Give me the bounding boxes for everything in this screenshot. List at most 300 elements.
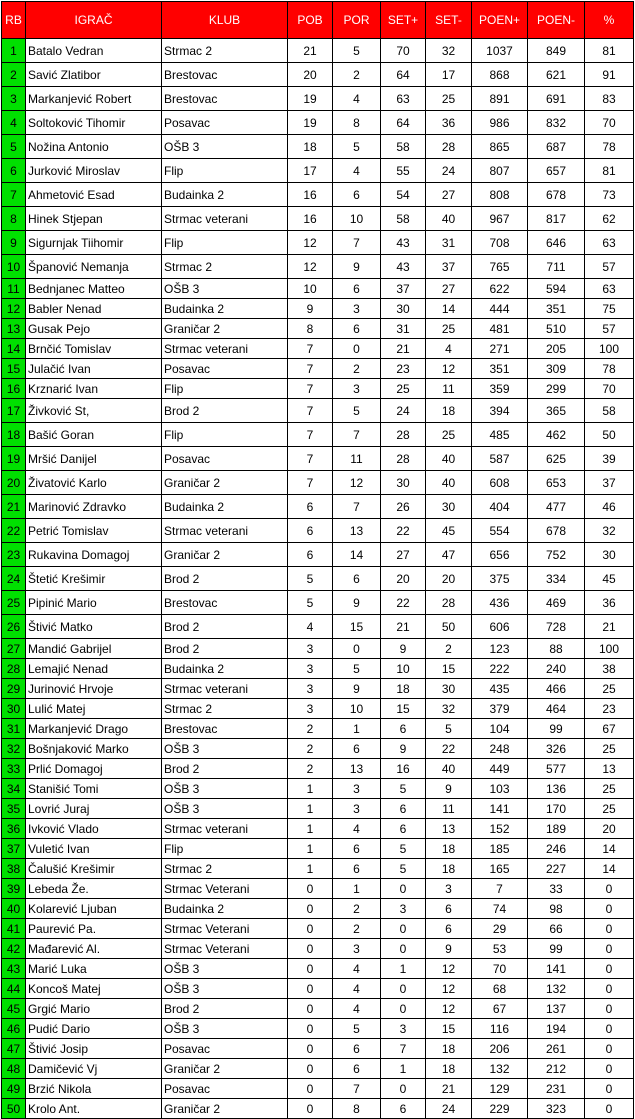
losses-cell: 1 bbox=[333, 719, 381, 739]
points-won-cell: 123 bbox=[472, 639, 528, 659]
points-won-cell: 868 bbox=[472, 63, 528, 87]
sets-lost-cell: 24 bbox=[426, 159, 472, 183]
sets-lost-cell: 25 bbox=[426, 87, 472, 111]
sets-lost-cell: 18 bbox=[426, 859, 472, 879]
points-won-cell: 444 bbox=[472, 299, 528, 319]
points-lost-cell: 365 bbox=[528, 399, 585, 423]
rank-cell: 43 bbox=[2, 959, 26, 979]
losses-cell: 5 bbox=[333, 135, 381, 159]
rank-cell: 7 bbox=[2, 183, 26, 207]
sets-lost-cell: 40 bbox=[426, 447, 472, 471]
wins-cell: 16 bbox=[288, 207, 333, 231]
club-cell: Posavac bbox=[162, 1039, 288, 1059]
points-won-cell: 68 bbox=[472, 979, 528, 999]
table-row bbox=[2, 979, 634, 999]
losses-cell: 8 bbox=[333, 1099, 381, 1119]
club-cell: Flip bbox=[162, 159, 288, 183]
table-row bbox=[2, 339, 634, 359]
points-won-cell: 708 bbox=[472, 231, 528, 255]
rank-cell: 40 bbox=[2, 899, 26, 919]
rank-cell: 23 bbox=[2, 543, 26, 567]
table-row bbox=[2, 699, 634, 719]
rank-cell: 4 bbox=[2, 111, 26, 135]
rank-cell: 19 bbox=[2, 447, 26, 471]
sets-lost-cell: 6 bbox=[426, 899, 472, 919]
points-won-cell: 222 bbox=[472, 659, 528, 679]
percent-cell: 100 bbox=[585, 339, 634, 359]
player-cell: Julačić Ivan bbox=[26, 359, 162, 379]
percent-cell: 23 bbox=[585, 699, 634, 719]
sets-lost-cell: 11 bbox=[426, 379, 472, 399]
rank-cell: 21 bbox=[2, 495, 26, 519]
points-won-cell: 765 bbox=[472, 255, 528, 279]
sets-lost-cell: 28 bbox=[426, 135, 472, 159]
sets-lost-cell: 18 bbox=[426, 399, 472, 423]
losses-cell: 4 bbox=[333, 87, 381, 111]
header-club: KLUB bbox=[162, 2, 288, 39]
sets-lost-cell: 47 bbox=[426, 543, 472, 567]
losses-cell: 6 bbox=[333, 183, 381, 207]
points-lost-cell: 99 bbox=[528, 939, 585, 959]
rank-cell: 8 bbox=[2, 207, 26, 231]
rank-cell: 28 bbox=[2, 659, 26, 679]
player-cell: Španović Nemanja bbox=[26, 255, 162, 279]
club-cell: Graničar 2 bbox=[162, 543, 288, 567]
player-cell: Krznarić Ivan bbox=[26, 379, 162, 399]
points-lost-cell: 625 bbox=[528, 447, 585, 471]
sets-won-cell: 28 bbox=[381, 447, 426, 471]
points-won-cell: 606 bbox=[472, 615, 528, 639]
rank-cell: 12 bbox=[2, 299, 26, 319]
losses-cell: 5 bbox=[333, 399, 381, 423]
losses-cell: 0 bbox=[333, 639, 381, 659]
sets-won-cell: 6 bbox=[381, 1099, 426, 1119]
player-cell: Gusak Pejo bbox=[26, 319, 162, 339]
wins-cell: 0 bbox=[288, 959, 333, 979]
wins-cell: 1 bbox=[288, 859, 333, 879]
rank-cell: 35 bbox=[2, 799, 26, 819]
sets-won-cell: 37 bbox=[381, 279, 426, 299]
player-cell: Kolarević Ljuban bbox=[26, 899, 162, 919]
club-cell: Posavac bbox=[162, 359, 288, 379]
sets-won-cell: 31 bbox=[381, 319, 426, 339]
points-lost-cell: 577 bbox=[528, 759, 585, 779]
club-cell: Budainka 2 bbox=[162, 495, 288, 519]
table-row bbox=[2, 471, 634, 495]
sets-lost-cell: 32 bbox=[426, 39, 472, 63]
player-cell: Lebeda Že. bbox=[26, 879, 162, 899]
rank-cell: 15 bbox=[2, 359, 26, 379]
percent-cell: 62 bbox=[585, 207, 634, 231]
sets-won-cell: 21 bbox=[381, 615, 426, 639]
points-lost-cell: 832 bbox=[528, 111, 585, 135]
player-cell: Stanišić Tomi bbox=[26, 779, 162, 799]
losses-cell: 10 bbox=[333, 699, 381, 719]
points-lost-cell: 510 bbox=[528, 319, 585, 339]
losses-cell: 3 bbox=[333, 299, 381, 319]
table-row bbox=[2, 639, 634, 659]
sets-lost-cell: 13 bbox=[426, 819, 472, 839]
club-cell: Brestovac bbox=[162, 719, 288, 739]
percent-cell: 0 bbox=[585, 899, 634, 919]
sets-lost-cell: 25 bbox=[426, 319, 472, 339]
rank-cell: 9 bbox=[2, 231, 26, 255]
wins-cell: 6 bbox=[288, 495, 333, 519]
table-row bbox=[2, 159, 634, 183]
player-cell: Rukavina Domagoj bbox=[26, 543, 162, 567]
points-won-cell: 656 bbox=[472, 543, 528, 567]
sets-won-cell: 30 bbox=[381, 299, 426, 319]
rank-cell: 17 bbox=[2, 399, 26, 423]
player-cell: Vuletić Ivan bbox=[26, 839, 162, 859]
sets-won-cell: 0 bbox=[381, 1079, 426, 1099]
sets-won-cell: 24 bbox=[381, 399, 426, 423]
table-row bbox=[2, 939, 634, 959]
wins-cell: 18 bbox=[288, 135, 333, 159]
header-losses: POR bbox=[333, 2, 381, 39]
sets-won-cell: 23 bbox=[381, 359, 426, 379]
sets-won-cell: 9 bbox=[381, 739, 426, 759]
wins-cell: 19 bbox=[288, 111, 333, 135]
losses-cell: 6 bbox=[333, 859, 381, 879]
table-row bbox=[2, 135, 634, 159]
header-row bbox=[2, 2, 634, 39]
rank-cell: 20 bbox=[2, 471, 26, 495]
sets-won-cell: 6 bbox=[381, 799, 426, 819]
wins-cell: 0 bbox=[288, 1099, 333, 1119]
losses-cell: 2 bbox=[333, 919, 381, 939]
losses-cell: 6 bbox=[333, 319, 381, 339]
percent-cell: 63 bbox=[585, 279, 634, 299]
sets-lost-cell: 50 bbox=[426, 615, 472, 639]
sets-won-cell: 30 bbox=[381, 471, 426, 495]
sets-lost-cell: 40 bbox=[426, 471, 472, 495]
club-cell: Budainka 2 bbox=[162, 183, 288, 207]
points-lost-cell: 240 bbox=[528, 659, 585, 679]
points-won-cell: 404 bbox=[472, 495, 528, 519]
percent-cell: 0 bbox=[585, 1099, 634, 1119]
points-won-cell: 436 bbox=[472, 591, 528, 615]
points-lost-cell: 462 bbox=[528, 423, 585, 447]
percent-cell: 70 bbox=[585, 379, 634, 399]
table-row bbox=[2, 255, 634, 279]
wins-cell: 0 bbox=[288, 919, 333, 939]
wins-cell: 12 bbox=[288, 231, 333, 255]
points-won-cell: 449 bbox=[472, 759, 528, 779]
losses-cell: 3 bbox=[333, 799, 381, 819]
points-won-cell: 394 bbox=[472, 399, 528, 423]
points-lost-cell: 678 bbox=[528, 519, 585, 543]
points-won-cell: 967 bbox=[472, 207, 528, 231]
points-lost-cell: 212 bbox=[528, 1059, 585, 1079]
club-cell: OŠB 3 bbox=[162, 779, 288, 799]
wins-cell: 0 bbox=[288, 979, 333, 999]
points-won-cell: 67 bbox=[472, 999, 528, 1019]
points-lost-cell: 246 bbox=[528, 839, 585, 859]
points-won-cell: 129 bbox=[472, 1079, 528, 1099]
sets-lost-cell: 37 bbox=[426, 255, 472, 279]
table-row bbox=[2, 567, 634, 591]
wins-cell: 6 bbox=[288, 519, 333, 543]
losses-cell: 0 bbox=[333, 339, 381, 359]
club-cell: OŠB 3 bbox=[162, 279, 288, 299]
sets-won-cell: 58 bbox=[381, 207, 426, 231]
percent-cell: 32 bbox=[585, 519, 634, 543]
wins-cell: 7 bbox=[288, 359, 333, 379]
percent-cell: 57 bbox=[585, 255, 634, 279]
player-cell: Marić Luka bbox=[26, 959, 162, 979]
rank-cell: 32 bbox=[2, 739, 26, 759]
points-won-cell: 271 bbox=[472, 339, 528, 359]
club-cell: Graničar 2 bbox=[162, 471, 288, 495]
player-cell: Bednjanec Matteo bbox=[26, 279, 162, 299]
losses-cell: 7 bbox=[333, 423, 381, 447]
points-lost-cell: 137 bbox=[528, 999, 585, 1019]
percent-cell: 14 bbox=[585, 839, 634, 859]
rank-cell: 26 bbox=[2, 615, 26, 639]
club-cell: Brestovac bbox=[162, 63, 288, 87]
points-lost-cell: 261 bbox=[528, 1039, 585, 1059]
club-cell: Flip bbox=[162, 379, 288, 399]
table-row bbox=[2, 399, 634, 423]
sets-lost-cell: 40 bbox=[426, 207, 472, 231]
points-lost-cell: 657 bbox=[528, 159, 585, 183]
sets-won-cell: 18 bbox=[381, 679, 426, 699]
sets-won-cell: 1 bbox=[381, 1059, 426, 1079]
table-row bbox=[2, 519, 634, 543]
percent-cell: 0 bbox=[585, 879, 634, 899]
sets-lost-cell: 45 bbox=[426, 519, 472, 543]
table-row bbox=[2, 919, 634, 939]
player-cell: Štivić Matko bbox=[26, 615, 162, 639]
club-cell: Brod 2 bbox=[162, 399, 288, 423]
percent-cell: 78 bbox=[585, 359, 634, 379]
wins-cell: 3 bbox=[288, 679, 333, 699]
table-row bbox=[2, 859, 634, 879]
points-won-cell: 103 bbox=[472, 779, 528, 799]
losses-cell: 6 bbox=[333, 839, 381, 859]
rank-cell: 14 bbox=[2, 339, 26, 359]
percent-cell: 70 bbox=[585, 111, 634, 135]
points-won-cell: 116 bbox=[472, 1019, 528, 1039]
wins-cell: 20 bbox=[288, 63, 333, 87]
points-lost-cell: 205 bbox=[528, 339, 585, 359]
rank-cell: 41 bbox=[2, 919, 26, 939]
sets-won-cell: 5 bbox=[381, 859, 426, 879]
player-cell: Pudić Dario bbox=[26, 1019, 162, 1039]
losses-cell: 8 bbox=[333, 111, 381, 135]
table-row bbox=[2, 659, 634, 679]
losses-cell: 6 bbox=[333, 567, 381, 591]
wins-cell: 6 bbox=[288, 543, 333, 567]
wins-cell: 17 bbox=[288, 159, 333, 183]
points-won-cell: 74 bbox=[472, 899, 528, 919]
rank-cell: 38 bbox=[2, 859, 26, 879]
percent-cell: 0 bbox=[585, 999, 634, 1019]
rank-cell: 13 bbox=[2, 319, 26, 339]
club-cell: OŠB 3 bbox=[162, 739, 288, 759]
club-cell: Brod 2 bbox=[162, 759, 288, 779]
points-lost-cell: 817 bbox=[528, 207, 585, 231]
points-won-cell: 53 bbox=[472, 939, 528, 959]
player-cell: Jurinović Hrvoje bbox=[26, 679, 162, 699]
sets-lost-cell: 5 bbox=[426, 719, 472, 739]
sets-lost-cell: 21 bbox=[426, 1079, 472, 1099]
table-row bbox=[2, 819, 634, 839]
losses-cell: 4 bbox=[333, 959, 381, 979]
club-cell: OŠB 3 bbox=[162, 979, 288, 999]
percent-cell: 25 bbox=[585, 779, 634, 799]
wins-cell: 0 bbox=[288, 939, 333, 959]
points-lost-cell: 33 bbox=[528, 879, 585, 899]
sets-won-cell: 22 bbox=[381, 519, 426, 543]
player-cell: Marinović Zdravko bbox=[26, 495, 162, 519]
points-lost-cell: 752 bbox=[528, 543, 585, 567]
club-cell: Strmac veterani bbox=[162, 207, 288, 231]
percent-cell: 0 bbox=[585, 1079, 634, 1099]
wins-cell: 7 bbox=[288, 379, 333, 399]
percent-cell: 81 bbox=[585, 39, 634, 63]
losses-cell: 3 bbox=[333, 379, 381, 399]
club-cell: Strmac veterani bbox=[162, 679, 288, 699]
losses-cell: 6 bbox=[333, 279, 381, 299]
table-row bbox=[2, 319, 634, 339]
club-cell: Strmac veterani bbox=[162, 339, 288, 359]
sets-won-cell: 22 bbox=[381, 591, 426, 615]
losses-cell: 2 bbox=[333, 63, 381, 87]
table-row bbox=[2, 495, 634, 519]
wins-cell: 1 bbox=[288, 819, 333, 839]
sets-lost-cell: 15 bbox=[426, 659, 472, 679]
table-row bbox=[2, 779, 634, 799]
player-cell: Mandić Gabrijel bbox=[26, 639, 162, 659]
club-cell: Brod 2 bbox=[162, 615, 288, 639]
sets-won-cell: 43 bbox=[381, 231, 426, 255]
club-cell: Flip bbox=[162, 839, 288, 859]
sets-won-cell: 1 bbox=[381, 959, 426, 979]
wins-cell: 2 bbox=[288, 739, 333, 759]
table-row bbox=[2, 999, 634, 1019]
rank-cell: 33 bbox=[2, 759, 26, 779]
player-cell: Mršić Danijel bbox=[26, 447, 162, 471]
percent-cell: 83 bbox=[585, 87, 634, 111]
sets-won-cell: 26 bbox=[381, 495, 426, 519]
rank-cell: 22 bbox=[2, 519, 26, 543]
percent-cell: 25 bbox=[585, 799, 634, 819]
sets-lost-cell: 18 bbox=[426, 1039, 472, 1059]
player-cell: Prlić Domagoj bbox=[26, 759, 162, 779]
wins-cell: 7 bbox=[288, 399, 333, 423]
player-cell: Savić Zlatibor bbox=[26, 63, 162, 87]
losses-cell: 7 bbox=[333, 1079, 381, 1099]
player-cell: Brnčić Tomislav bbox=[26, 339, 162, 359]
player-cell: Bošnjaković Marko bbox=[26, 739, 162, 759]
points-won-cell: 29 bbox=[472, 919, 528, 939]
header-player: IGRAČ bbox=[26, 2, 162, 39]
header-rb: RB bbox=[2, 2, 26, 39]
header-points-won: POEN+ bbox=[472, 2, 528, 39]
sets-lost-cell: 24 bbox=[426, 1099, 472, 1119]
table-row bbox=[2, 63, 634, 87]
sets-won-cell: 0 bbox=[381, 999, 426, 1019]
wins-cell: 1 bbox=[288, 799, 333, 819]
sets-won-cell: 70 bbox=[381, 39, 426, 63]
sets-won-cell: 0 bbox=[381, 979, 426, 999]
rank-cell: 27 bbox=[2, 639, 26, 659]
percent-cell: 78 bbox=[585, 135, 634, 159]
wins-cell: 7 bbox=[288, 339, 333, 359]
wins-cell: 12 bbox=[288, 255, 333, 279]
sets-won-cell: 0 bbox=[381, 879, 426, 899]
rank-cell: 18 bbox=[2, 423, 26, 447]
losses-cell: 4 bbox=[333, 979, 381, 999]
sets-won-cell: 5 bbox=[381, 779, 426, 799]
club-cell: Graničar 2 bbox=[162, 1099, 288, 1119]
club-cell: Graničar 2 bbox=[162, 319, 288, 339]
points-won-cell: 481 bbox=[472, 319, 528, 339]
points-lost-cell: 326 bbox=[528, 739, 585, 759]
wins-cell: 5 bbox=[288, 567, 333, 591]
losses-cell: 14 bbox=[333, 543, 381, 567]
percent-cell: 38 bbox=[585, 659, 634, 679]
sets-won-cell: 28 bbox=[381, 423, 426, 447]
player-cell: Hinek Stjepan bbox=[26, 207, 162, 231]
rank-cell: 45 bbox=[2, 999, 26, 1019]
sets-won-cell: 54 bbox=[381, 183, 426, 207]
wins-cell: 3 bbox=[288, 639, 333, 659]
wins-cell: 0 bbox=[288, 879, 333, 899]
wins-cell: 0 bbox=[288, 999, 333, 1019]
player-cell: Paurević Pa. bbox=[26, 919, 162, 939]
table-row bbox=[2, 111, 634, 135]
percent-cell: 30 bbox=[585, 543, 634, 567]
table-row bbox=[2, 899, 634, 919]
points-won-cell: 141 bbox=[472, 799, 528, 819]
points-lost-cell: 728 bbox=[528, 615, 585, 639]
sets-lost-cell: 18 bbox=[426, 839, 472, 859]
table-row bbox=[2, 959, 634, 979]
sets-won-cell: 3 bbox=[381, 1019, 426, 1039]
points-won-cell: 104 bbox=[472, 719, 528, 739]
points-lost-cell: 141 bbox=[528, 959, 585, 979]
sets-lost-cell: 31 bbox=[426, 231, 472, 255]
table-row bbox=[2, 591, 634, 615]
losses-cell: 10 bbox=[333, 207, 381, 231]
player-cell: Pipinić Mario bbox=[26, 591, 162, 615]
rank-cell: 31 bbox=[2, 719, 26, 739]
sets-won-cell: 27 bbox=[381, 543, 426, 567]
sets-lost-cell: 30 bbox=[426, 495, 472, 519]
losses-cell: 6 bbox=[333, 1039, 381, 1059]
points-won-cell: 165 bbox=[472, 859, 528, 879]
losses-cell: 13 bbox=[333, 519, 381, 543]
points-won-cell: 807 bbox=[472, 159, 528, 183]
player-cell: Lemajić Nenad bbox=[26, 659, 162, 679]
sets-lost-cell: 2 bbox=[426, 639, 472, 659]
percent-cell: 39 bbox=[585, 447, 634, 471]
club-cell: Flip bbox=[162, 231, 288, 255]
table-row bbox=[2, 615, 634, 639]
sets-lost-cell: 6 bbox=[426, 919, 472, 939]
points-won-cell: 808 bbox=[472, 183, 528, 207]
points-won-cell: 435 bbox=[472, 679, 528, 699]
points-won-cell: 986 bbox=[472, 111, 528, 135]
table-row bbox=[2, 1079, 634, 1099]
points-won-cell: 379 bbox=[472, 699, 528, 719]
losses-cell: 12 bbox=[333, 471, 381, 495]
club-cell: Strmac veterani bbox=[162, 819, 288, 839]
percent-cell: 25 bbox=[585, 679, 634, 699]
